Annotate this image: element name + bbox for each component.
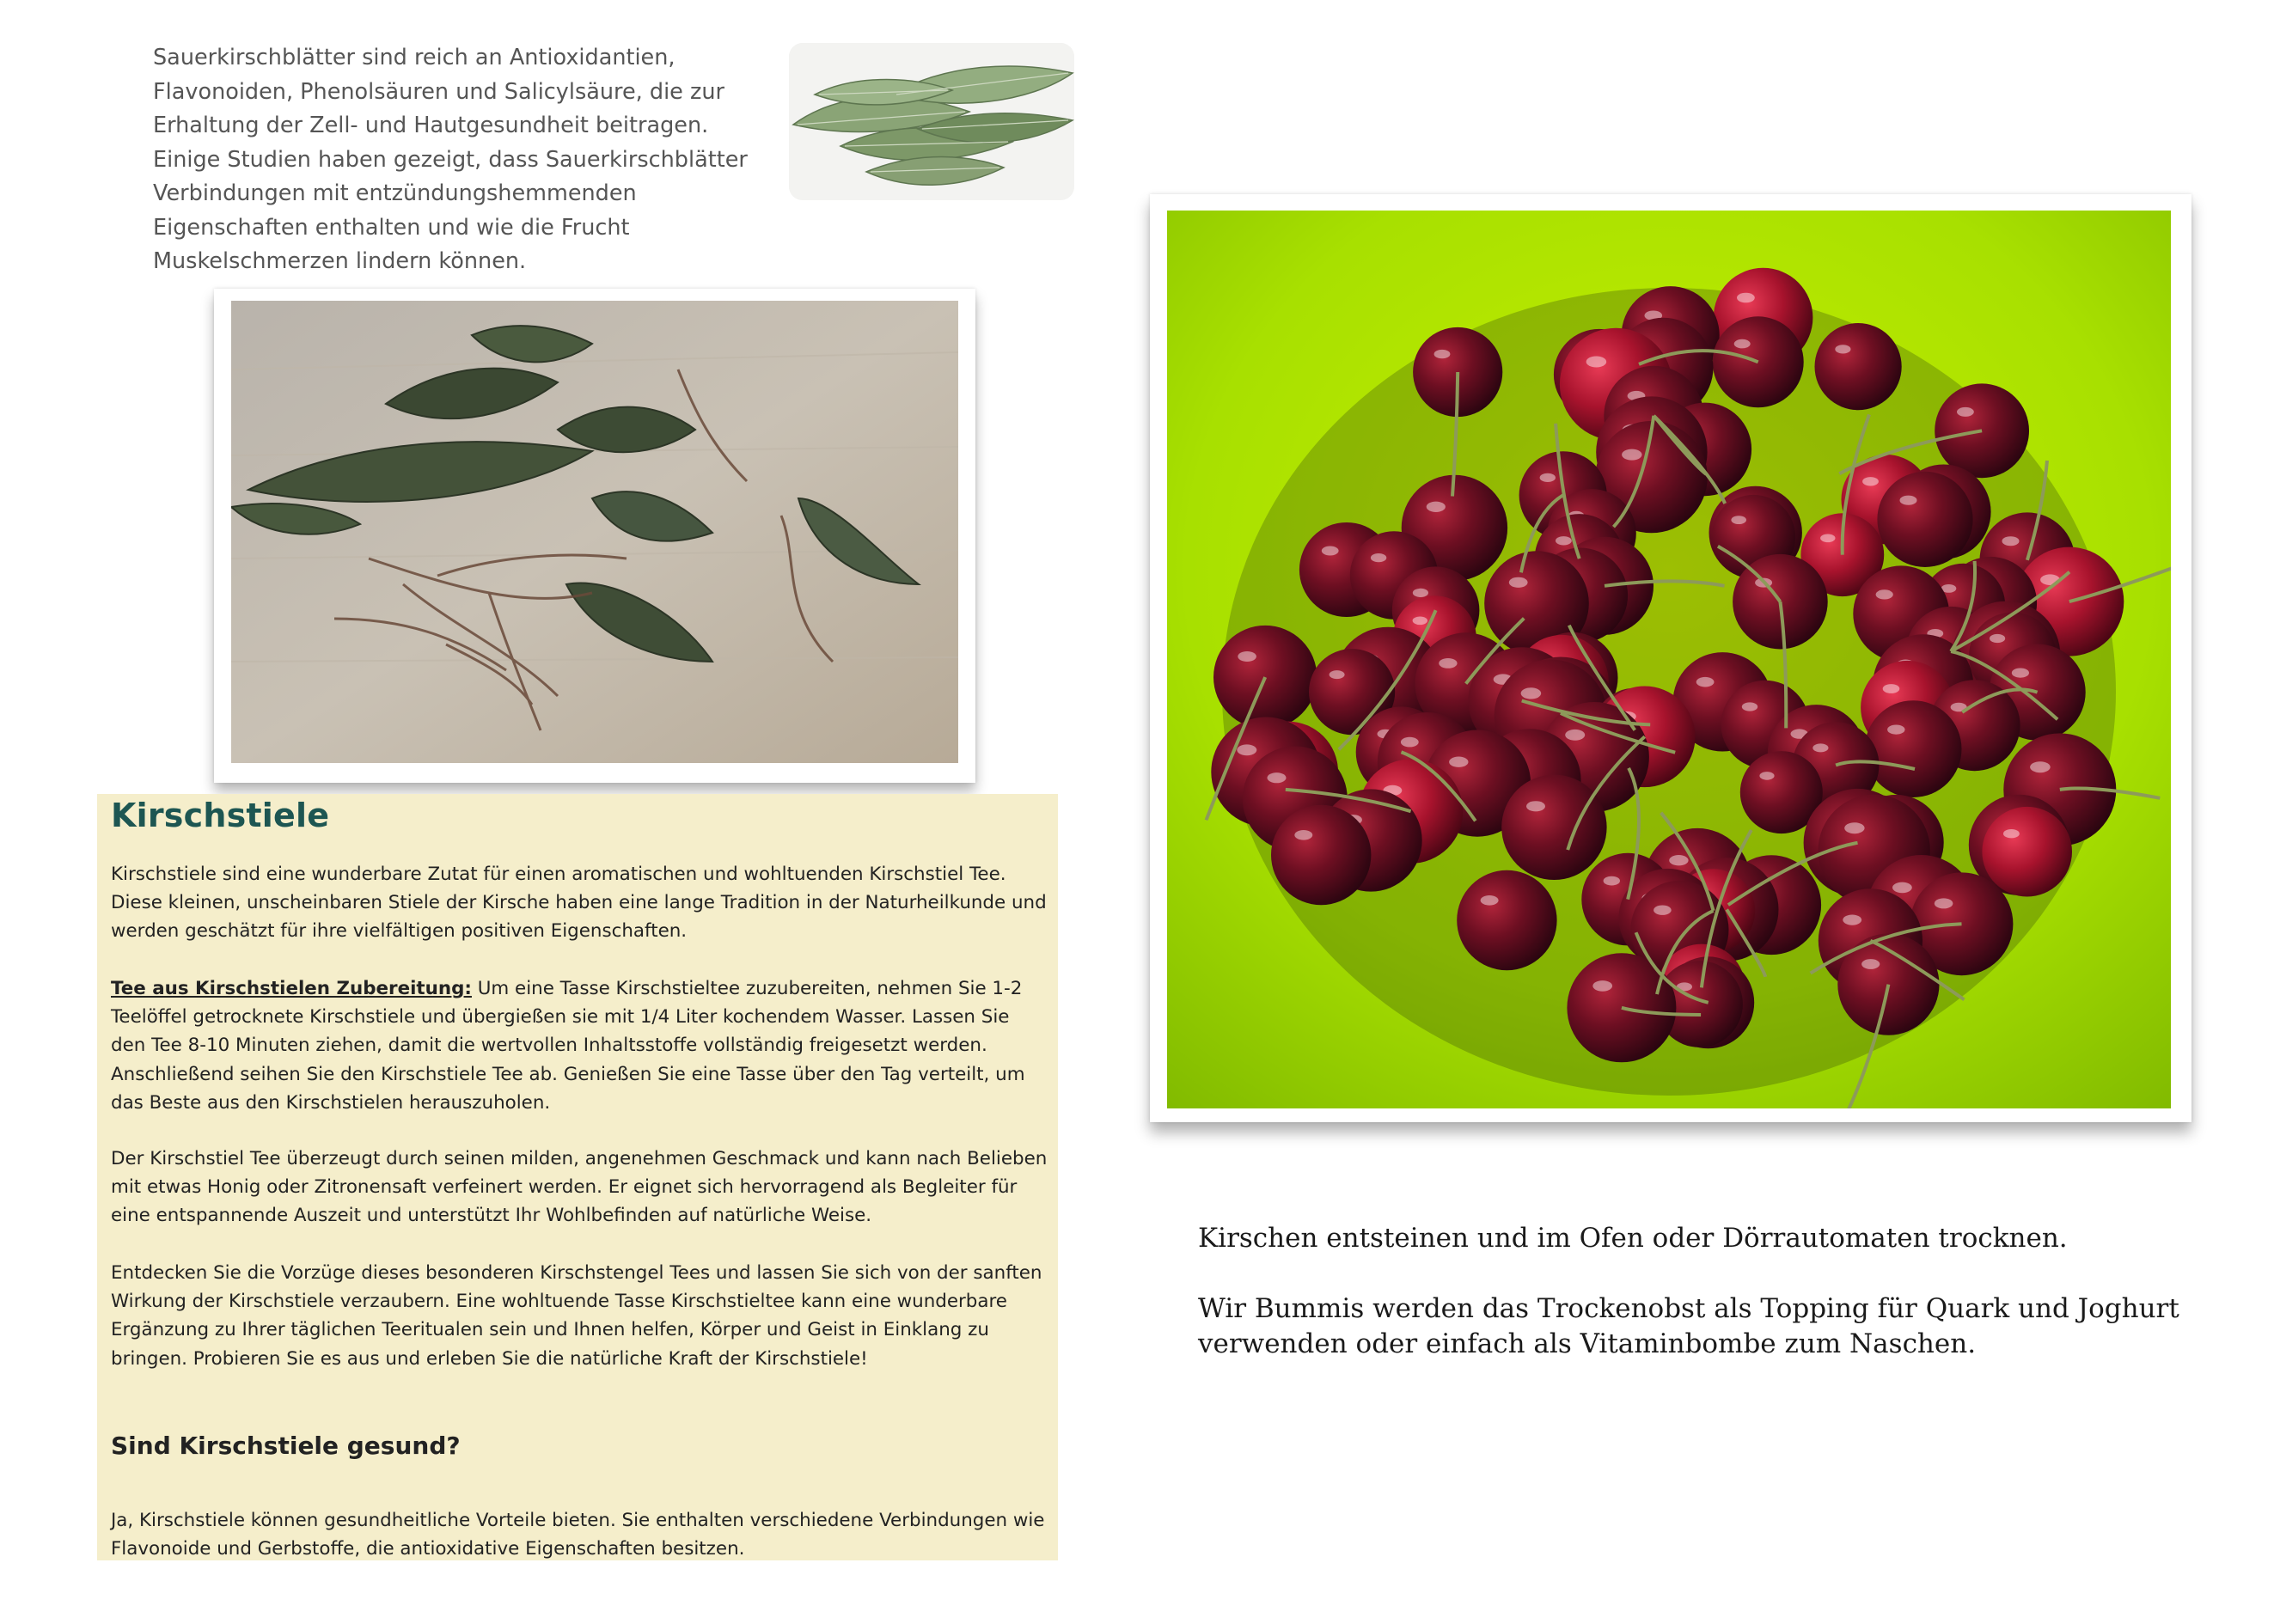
- cherry-highlight: [1900, 496, 1917, 505]
- preparation-label: Tee aus Kirschstielen Zubereitung:: [111, 978, 472, 999]
- cherry-highlight: [1413, 589, 1428, 597]
- cherry: [1982, 807, 2072, 897]
- cherry: [1865, 700, 1962, 797]
- cherry-highlight: [1812, 743, 1828, 752]
- cherry-highlight: [1449, 757, 1468, 767]
- cherry-highlight: [1862, 477, 1879, 485]
- article-title: Kirschstiele: [111, 797, 330, 834]
- cherry: [1815, 323, 1902, 410]
- article-paragraph-discover: Entdecken Sie die Vorzüge dieses besonderen Kirschstengel Tees und lassen Sie sich von der sanften Wirkung der Kirschstiele verzaubern. Eine wohltuende Tasse Kirschstieltee kann eine wunderbare Ergänzung zu Ihrer täglichen Teeritualen sein und Ihnen helfen, Körper und Geist in Einklang zu bringen. Probieren Sie es aus und erleben Sie die natürliche Kraft der Kirschstiele!: [111, 1262, 1042, 1370]
- caption-line-2: Wir Bummis werden das Trockenobst als Topping für Quark und Joghurt verwenden oder einfach als Vitaminbombe zum Naschen.: [1198, 1293, 2179, 1359]
- kirschstiele-article: [97, 794, 1058, 1560]
- cherry: [1457, 870, 1556, 970]
- intro-paragraph: Sauerkirschblätter sind reich an Antioxidantien, Flavonoiden, Phenolsäuren und Salicylsäure, die zur Erhaltung der Zell- und Hautgesundheit beitragen. Einige Studien haben gezeigt, dass Sauerkirschblätter Verbindungen mit entzündungshemmenden Eigenschaften enthalten und wie die Frucht Muskelschmerzen lindern können.: [153, 45, 748, 274]
- cherry-highlight: [1427, 502, 1446, 512]
- cherry-highlight: [1526, 801, 1545, 811]
- preparation-text: Um eine Tasse Kirschstieltee zuzubereiten, nehmen Sie 1-2 Teelöffel getrocknete Kirschstiele und übergießen sie mit 1/4 Liter kochendem Wasser. Lassen Sie den Tee 8-10 Minuten ziehen, damit die wertvollen Inhaltsstoffe vollständig freigesetzt werden. Anschließend seihen Sie den Kirschstiele Tee ab. Genießen Sie eine Tasse über den Tag verteilt, um das Beste aus den Kirschstielen herauszuholen.: [111, 978, 1025, 1114]
- cherry: [1877, 472, 1972, 567]
- cherry-highlight: [1322, 546, 1339, 556]
- cherry-highlight: [1742, 702, 1757, 711]
- cherry-highlight: [1731, 516, 1746, 524]
- cherry-highlight: [1509, 577, 1528, 588]
- cherry-bowl-illustration: [1167, 211, 2171, 1108]
- cherry-highlight: [1540, 473, 1556, 482]
- cherry-highlight: [1861, 959, 1880, 969]
- dried-cherry-stems-photo: [231, 301, 958, 763]
- cherry-highlight: [1737, 293, 1755, 303]
- cherry-highlight: [1883, 684, 1900, 693]
- cherry-highlight: [1843, 915, 1861, 925]
- cherry-highlight: [1759, 772, 1774, 780]
- dried-stems-illustration: [231, 301, 958, 763]
- cherry: [1935, 383, 2029, 478]
- article-paragraph-health: Ja, Kirschstiele können gesundheitliche Vorteile bieten. Sie enthalten verschiedene Verbindungen wie Flavonoide und Gerbstoffe, die antioxidative Eigenschaften besitzen.: [111, 1510, 1045, 1560]
- cherry-highlight: [1439, 658, 1457, 669]
- cherry-highlight: [2002, 536, 2020, 546]
- cherry-highlight: [1622, 449, 1641, 461]
- cherry-highlight: [1887, 725, 1904, 735]
- cherry-highlight: [1401, 737, 1419, 748]
- cherry-highlight: [1330, 670, 1345, 679]
- cherry-highlight: [1434, 350, 1451, 358]
- cherry-highlight: [2012, 669, 2029, 678]
- cherry-highlight: [1556, 536, 1572, 545]
- caption-line-1: Kirschen entsteinen und im Ofen oder Dörrautomaten trocknen.: [1198, 1223, 2068, 1254]
- cherry-highlight: [1734, 339, 1751, 349]
- cherry: [1501, 775, 1606, 880]
- cherry-highlight: [1413, 617, 1427, 626]
- cherry-highlight: [1371, 553, 1386, 562]
- cherry-highlight: [1654, 906, 1672, 915]
- cherry-highlight: [1835, 345, 1850, 353]
- cherry-highlight: [1957, 407, 1974, 417]
- cherry-highlight: [1935, 898, 1953, 908]
- cherry-highlight: [1481, 895, 1499, 906]
- cherry-highlight: [1586, 357, 1607, 368]
- cherry-leaves-photo: [789, 43, 1074, 200]
- cherry-highlight: [2030, 761, 2051, 772]
- article-paragraph-taste: Der Kirschstiel Tee überzeugt durch seinen milden, angenehmen Geschmack und kann nach Belieben mit etwas Honig oder Zitronensaft verfeinert werden. Er eignet sich hervorragend als Begleiter für eine entspannende Auszeit und unterstützt Ihr Wohlbefinden auf natürliche Weise.: [111, 1148, 1048, 1227]
- cherry-highlight: [1268, 772, 1287, 783]
- cherry: [1271, 805, 1371, 905]
- cherry-highlight: [1820, 534, 1835, 543]
- article-subheading: Sind Kirschstiele gesund?: [111, 1432, 461, 1460]
- cherry-leaves-illustration: [789, 43, 1074, 200]
- dried-stems-photo-frame: [214, 289, 975, 783]
- cherry-highlight: [1294, 830, 1312, 840]
- cherry-highlight: [1844, 822, 1864, 833]
- cherry-highlight: [1238, 651, 1256, 662]
- cherry-highlight: [1604, 876, 1620, 886]
- cherry-highlight: [1565, 730, 1585, 741]
- cherry-highlight: [1237, 744, 1256, 755]
- cherry-highlight: [1876, 589, 1893, 599]
- cherry-highlight: [1990, 634, 2005, 643]
- article-paragraph-intro: Kirschstiele sind eine wunderbare Zutat für einen aromatischen und wohltuenden Kirschstiel Tee. Diese kleinen, unscheinbaren Stiele der Kirsche haben eine lange Tradition in der Naturheilkunde und werden geschätzt für ihre vielfältigen positiven Eigenschaften.: [111, 864, 1047, 943]
- cherry-highlight: [1892, 882, 1912, 894]
- cherry-highlight: [1521, 687, 1542, 699]
- article-paragraph-preparation: [111, 974, 1048, 1117]
- cherry-bowl-photo-frame: [1150, 194, 2191, 1122]
- cherry-highlight: [1669, 855, 1688, 865]
- cherry-highlight: [1696, 677, 1715, 687]
- cherry-highlight: [1592, 980, 1612, 992]
- cherry-bowl-photo: [1167, 211, 2171, 1108]
- cherry-highlight: [2003, 829, 2020, 838]
